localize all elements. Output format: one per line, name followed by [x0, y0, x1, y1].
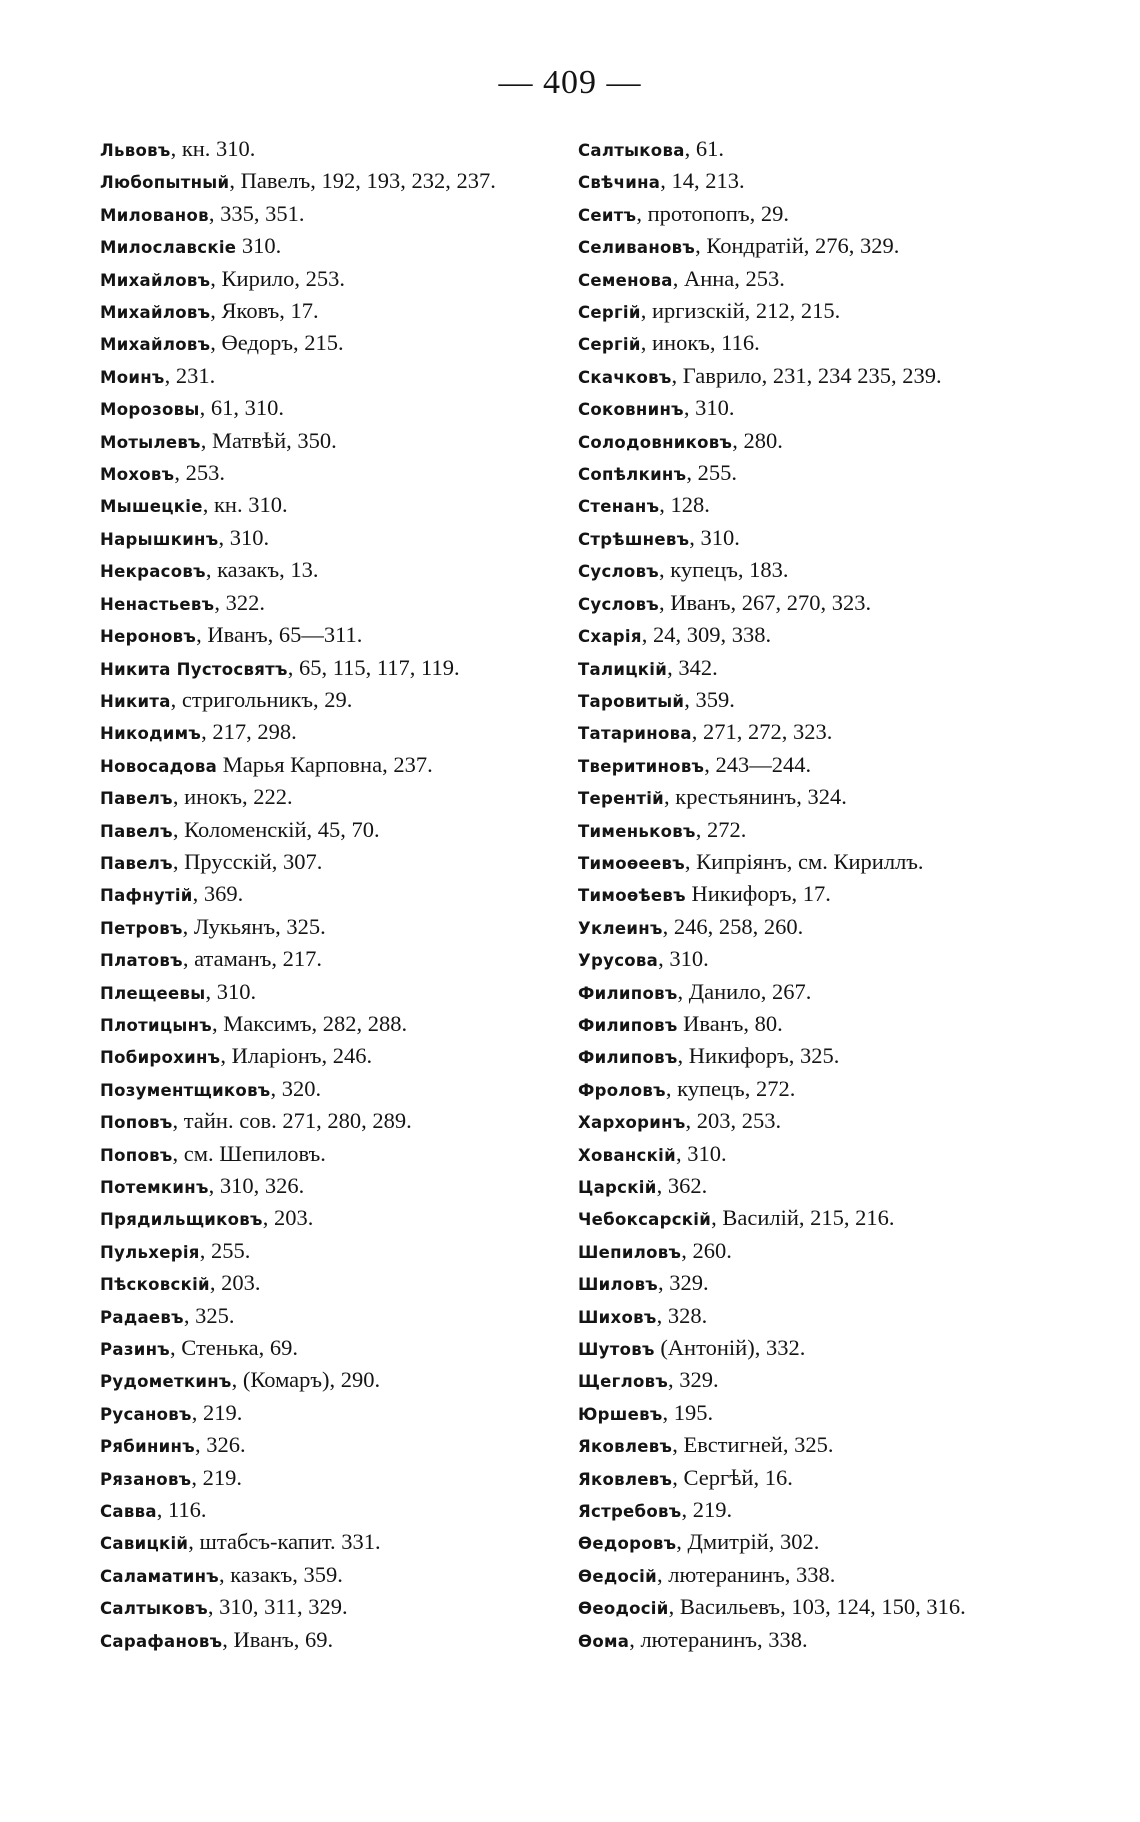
entry-headword: Павелъ — [100, 789, 173, 809]
index-entry — [100, 912, 600, 944]
entry-headword: Прядильщиковъ — [100, 1210, 263, 1230]
entry-references: , атаманъ, 217. — [182, 946, 322, 972]
entry-references: , купецъ, 183. — [659, 557, 789, 583]
entry-references: , 255. — [199, 1237, 251, 1263]
entry-references: , купецъ, 272. — [665, 1075, 796, 1101]
entry-headword: Шиловъ — [578, 1275, 659, 1295]
entry-references: , тайн. сов. 271, 280, 289. — [172, 1108, 412, 1134]
entry-references: , лютеранинъ, 338. — [629, 1626, 808, 1652]
entry-headword: Соковнинъ — [578, 400, 684, 420]
entry-headword: Некрасовъ — [100, 562, 206, 582]
entry-headword: Сопѣлкинъ — [578, 465, 687, 485]
entry-references: , Прусскій, 307. — [172, 848, 323, 874]
entry-references: , 310. — [683, 395, 735, 421]
entry-references: , 280. — [732, 427, 783, 453]
index-entry — [100, 1236, 600, 1268]
entry-references: , 272. — [695, 816, 747, 842]
index-entry — [100, 361, 600, 393]
entry-headword: Сусловъ — [578, 562, 660, 582]
entry-references: , 310, 326. — [208, 1173, 305, 1198]
entry-headword: Нарышкинъ — [100, 529, 219, 549]
entry-references: , 217, 298. — [201, 719, 297, 745]
entry-references: , 260. — [681, 1237, 732, 1263]
entry-references: , Евстигней, 325. — [672, 1432, 834, 1458]
entry-references: , 328. — [656, 1302, 708, 1328]
entry-references: , 14, 213. — [660, 168, 745, 194]
page-number: — 409 — — [498, 64, 642, 101]
entry-headword: Семенова — [578, 270, 673, 290]
entry-references: , Кипріянъ, см. Кириллъ. — [684, 848, 924, 874]
index-entry — [100, 555, 600, 587]
index-entry — [100, 296, 600, 328]
entry-headword: Хархоринъ — [578, 1113, 686, 1133]
index-entry — [578, 653, 1078, 685]
entry-headword: Юршевъ — [578, 1404, 663, 1424]
entry-headword: Морозовы — [100, 400, 200, 420]
entry-references: , 253. — [174, 460, 225, 486]
entry-references: , кн. 310. — [170, 136, 256, 161]
entry-headword: Салтыкова — [578, 141, 685, 160]
index-entry — [578, 588, 1078, 620]
entry-headword: Платовъ — [100, 951, 183, 971]
entry-references: , Иларіонъ, 246. — [220, 1043, 373, 1069]
entry-headword: Поповъ — [100, 1113, 173, 1133]
entry-references: , 231. — [164, 362, 216, 388]
entry-references: , Стенька, 69. — [169, 1335, 299, 1361]
index-entry — [100, 166, 600, 198]
entry-headword: Сергій — [578, 335, 641, 355]
entry-references: , 195. — [662, 1399, 714, 1425]
entry-references: , 116. — [156, 1497, 207, 1523]
entry-references: , 310, 311, 329. — [207, 1594, 348, 1620]
entry-headword: Өедоровъ — [578, 1534, 677, 1554]
entry-references: , Василій, 215, 216. — [711, 1205, 895, 1231]
index-entry — [578, 490, 1078, 522]
entry-references: , стригольникъ, 29. — [170, 686, 353, 712]
index-entry — [578, 1268, 1078, 1300]
index-entry — [100, 750, 600, 782]
entry-references: (Антоній), 332. — [654, 1335, 806, 1361]
entry-headword: Стрѣшневъ — [578, 529, 690, 549]
entry-references: , Никифоръ, 325. — [677, 1043, 840, 1069]
index-entry — [578, 815, 1078, 847]
entry-references: , Анна, 253. — [672, 265, 785, 291]
index-entry — [578, 296, 1078, 328]
index-entry — [100, 199, 600, 231]
index-column-left — [100, 134, 600, 1657]
entry-headword: Потемкинъ — [100, 1178, 209, 1197]
entry-headword: Схарія — [578, 627, 642, 647]
index-entry — [578, 620, 1078, 652]
entry-headword: Селивановъ — [578, 238, 696, 258]
index-entry — [578, 1041, 1078, 1073]
entry-headword: Скачковъ — [578, 367, 672, 387]
index-entry — [578, 1333, 1078, 1365]
entry-headword: Татаринова — [578, 724, 692, 744]
entry-headword: Сергій — [578, 303, 641, 323]
index-entry — [578, 393, 1078, 425]
entry-references: , 310. — [218, 524, 270, 550]
entry-references: , 271, 272, 323. — [691, 719, 833, 745]
index-entry — [100, 847, 600, 879]
index-entry — [578, 1106, 1078, 1138]
index-entry — [578, 231, 1078, 263]
entry-headword: Радаевъ — [100, 1307, 184, 1327]
index-entry — [100, 1365, 600, 1397]
entry-references: , 219. — [191, 1399, 243, 1425]
entry-headword: Никодимъ — [100, 724, 202, 744]
entry-references: , (Комаръ), 290. — [231, 1367, 381, 1393]
entry-references: , 322. — [214, 589, 265, 615]
entry-headword: Свѣчина — [578, 173, 661, 193]
entry-references: , 310. — [689, 524, 740, 550]
index-entry — [578, 199, 1078, 231]
entry-headword: Рябининъ — [100, 1437, 195, 1457]
entry-references: , 310. — [675, 1140, 727, 1166]
index-entry — [100, 1625, 600, 1657]
entry-headword: Яковлевъ — [578, 1437, 673, 1457]
entry-references: , казакъ, 359. — [219, 1561, 343, 1587]
entry-references: Марья Карповна, 237. — [217, 751, 433, 777]
entry-references: , 255. — [686, 460, 737, 486]
index-entry — [578, 1171, 1078, 1203]
entry-references: , 203, 253. — [685, 1108, 782, 1134]
index-entry — [100, 1106, 600, 1138]
entry-headword: Өома — [578, 1631, 630, 1651]
entry-headword: Рязановъ — [100, 1469, 192, 1489]
index-entry — [100, 523, 600, 555]
index-entry — [578, 1560, 1078, 1592]
entry-headword: Щегловъ — [578, 1372, 669, 1392]
index-entry — [578, 264, 1078, 296]
entry-references: , Коломенскій, 45, 70. — [172, 816, 380, 842]
entry-references: , Сергѣй, 16. — [672, 1464, 793, 1490]
entry-headword: Моховъ — [100, 465, 175, 485]
entry-headword: Солодовниковъ — [578, 432, 733, 452]
entry-headword: Шутовъ — [578, 1340, 655, 1360]
entry-references: , 310. — [205, 978, 257, 1004]
entry-headword: Милованов — [100, 205, 209, 225]
index-entry — [100, 879, 600, 911]
index-entry — [100, 588, 600, 620]
index-entry — [100, 1398, 600, 1430]
index-entry — [100, 134, 600, 166]
entry-headword: Моинъ — [100, 367, 165, 387]
entry-references: , казакъ, 13. — [205, 557, 319, 583]
entry-references: 310. — [236, 233, 282, 259]
index-entry — [100, 717, 600, 749]
index-entry — [100, 490, 600, 522]
index-entry — [578, 717, 1078, 749]
index-entry — [578, 1009, 1078, 1041]
entry-headword: Львовъ — [100, 141, 171, 160]
index-entry — [100, 1268, 600, 1300]
entry-headword: Стенанъ — [578, 497, 660, 517]
entry-headword: Поповъ — [100, 1145, 173, 1165]
entry-headword: Нероновъ — [100, 627, 197, 647]
entry-headword: Павелъ — [100, 853, 173, 873]
entry-references: , инокъ, 116. — [640, 330, 760, 356]
index-entry — [578, 555, 1078, 587]
entry-headword: Тимоөеевъ — [578, 853, 685, 873]
index-entry — [578, 523, 1078, 555]
index-entry — [100, 426, 600, 458]
index-entry — [578, 977, 1078, 1009]
index-entry — [100, 815, 600, 847]
index-entry — [578, 426, 1078, 458]
entry-references: , протопопъ, 29. — [636, 200, 789, 226]
entry-headword: Пафнутій — [100, 886, 193, 906]
entry-references: , 65, 115, 117, 119. — [287, 654, 460, 680]
index-entry — [100, 685, 600, 717]
index-entry — [578, 912, 1078, 944]
entry-headword: Тверитиновъ — [578, 756, 705, 776]
index-entry — [100, 977, 600, 1009]
entry-headword: Шиховъ — [578, 1307, 657, 1327]
entry-headword: Савва — [100, 1502, 157, 1522]
entry-references: , крестьянинъ, 324. — [664, 784, 847, 810]
index-entry — [578, 879, 1078, 911]
entry-headword: Филиповъ — [578, 983, 678, 1003]
index-entry — [578, 1592, 1078, 1624]
index-entry — [100, 1301, 600, 1333]
entry-references: , инокъ, 222. — [172, 784, 293, 810]
entry-headword: Шепиловъ — [578, 1242, 682, 1262]
entry-headword: Уклеинъ — [578, 918, 663, 938]
index-entry — [578, 1236, 1078, 1268]
entry-references: Никифоръ, 17. — [685, 881, 831, 907]
entry-headword: Пѣсковскій — [100, 1275, 210, 1295]
entry-references: , иргизскій, 212, 215. — [640, 298, 841, 324]
entry-references: , 362. — [656, 1173, 708, 1198]
entry-headword: Талицкій — [578, 659, 668, 679]
index-entry — [578, 685, 1078, 717]
entry-headword: Ненастьевъ — [100, 594, 215, 614]
entry-headword: Плотицынъ — [100, 1015, 213, 1035]
index-entry — [100, 1560, 600, 1592]
entry-headword: Любопытный — [100, 173, 230, 193]
entry-headword: Савицкій — [100, 1534, 189, 1554]
entry-references: , Васильевъ, 103, 124, 150, 316. — [668, 1594, 966, 1620]
index-entry — [578, 1527, 1078, 1559]
index-entry — [578, 1203, 1078, 1235]
entry-headword: Филиповъ — [578, 1015, 678, 1035]
entry-references: , лютеранинъ, 338. — [656, 1561, 836, 1587]
entry-references: , Иванъ, 267, 270, 323. — [659, 589, 872, 615]
index-entry — [578, 1430, 1078, 1462]
entry-references: , Кирило, 253. — [210, 265, 345, 291]
entry-references: , Гаврило, 231, 234 235, 239. — [671, 362, 942, 388]
index-entry — [578, 1139, 1078, 1171]
entry-references: , Данило, 267. — [677, 978, 812, 1004]
entry-references: , Иванъ, 69. — [222, 1626, 334, 1652]
index-entry — [578, 750, 1078, 782]
entry-headword: Мышецкіе — [100, 497, 203, 517]
index-entry — [100, 1463, 600, 1495]
entry-headword: Өеодосій — [578, 1599, 669, 1619]
index-entry — [100, 1171, 600, 1203]
entry-headword: Саламатинъ — [100, 1566, 220, 1586]
index-entry — [100, 1592, 600, 1624]
entry-headword: Филиповъ — [578, 1048, 678, 1068]
index-entry — [100, 653, 600, 685]
entry-headword: Плещеевы — [100, 983, 206, 1003]
index-entry — [100, 1139, 600, 1171]
index-entry — [100, 1203, 600, 1235]
index-entry — [100, 1333, 600, 1365]
index-entry — [100, 458, 600, 490]
entry-references: , 369. — [192, 881, 244, 907]
entry-headword: Никита Пустосвятъ — [100, 659, 288, 679]
entry-headword: Мотылевъ — [100, 432, 201, 452]
entry-references: , Максимъ, 282, 288. — [212, 1010, 408, 1036]
entry-references: , 329. — [668, 1367, 719, 1393]
index-entry — [100, 1009, 600, 1041]
entry-headword: Рудометкинъ — [100, 1372, 232, 1392]
index-entry — [100, 1074, 600, 1106]
entry-headword: Терентій — [578, 789, 665, 809]
entry-headword: Салтыковъ — [100, 1599, 208, 1619]
entry-headword: Пульхерія — [100, 1242, 200, 1262]
index-entry — [100, 393, 600, 425]
index-entry — [578, 1365, 1078, 1397]
entry-headword: Таровитый — [578, 691, 685, 711]
entry-references: , 203. — [209, 1270, 261, 1296]
index-entry — [578, 1074, 1078, 1106]
entry-references: Иванъ, 80. — [677, 1010, 783, 1036]
entry-references: , штабсъ-капит. 331. — [188, 1529, 381, 1555]
entry-references: , 61, 310. — [199, 395, 284, 421]
entry-references: , 24, 309, 338. — [641, 622, 772, 648]
entry-headword: Яковлевъ — [578, 1469, 673, 1489]
index-entry — [578, 1625, 1078, 1657]
index-entry — [578, 328, 1078, 360]
entry-references: , 326. — [194, 1432, 246, 1458]
entry-headword: Чебоксарскій — [578, 1210, 712, 1230]
entry-headword: Тименьковъ — [578, 821, 696, 841]
index-entry — [100, 1041, 600, 1073]
entry-references: , Павелъ, 192, 193, 232, 237. — [229, 168, 496, 194]
entry-references: , кн. 310. — [202, 492, 288, 518]
entry-references: , 203. — [262, 1205, 314, 1231]
index-entry — [578, 1301, 1078, 1333]
index-entry — [578, 134, 1078, 166]
entry-headword: Фроловъ — [578, 1080, 666, 1100]
entry-references: , Яковъ, 17. — [210, 298, 319, 324]
entry-headword: Милославскіе — [100, 238, 237, 258]
entry-headword: Новосадова — [100, 756, 218, 776]
index-column-right — [578, 134, 1078, 1657]
entry-references: , 329. — [658, 1270, 709, 1296]
entry-references: , 335, 351. — [208, 200, 305, 226]
entry-references: , 342. — [667, 654, 718, 680]
entry-references: , 219. — [681, 1497, 733, 1523]
index-entry — [100, 231, 600, 263]
entry-references: , Өедоръ, 215. — [210, 330, 344, 356]
entry-headword: Урусова — [578, 951, 659, 971]
entry-headword: Ястребовъ — [578, 1502, 682, 1522]
entry-headword: Петровъ — [100, 918, 183, 938]
entry-headword: Побирохинъ — [100, 1048, 221, 1068]
index-entry — [578, 1463, 1078, 1495]
entry-references: , Дмитрій, 302. — [676, 1529, 820, 1555]
entry-headword: Хованскій — [578, 1145, 676, 1165]
index-entry — [100, 328, 600, 360]
entry-headword: Никита — [100, 691, 171, 711]
index-entry — [100, 944, 600, 976]
entry-references: , Матвѣй, 350. — [200, 427, 337, 453]
entry-references: , 61. — [684, 136, 724, 161]
index-entry — [100, 782, 600, 814]
entry-references: , Кондратій, 276, 329. — [695, 233, 900, 259]
entry-references: , 128. — [659, 492, 710, 518]
index-entry — [578, 361, 1078, 393]
entry-references: , см. Шепиловъ. — [172, 1140, 326, 1166]
entry-headword: Разинъ — [100, 1340, 170, 1360]
entry-references: , 310. — [658, 946, 709, 972]
index-entry — [100, 1527, 600, 1559]
entry-references: , Иванъ, 65—311. — [196, 622, 363, 648]
entry-headword: Михайловъ — [100, 270, 211, 290]
entry-headword: Павелъ — [100, 821, 173, 841]
index-entry — [578, 458, 1078, 490]
entry-headword: Михайловъ — [100, 303, 211, 323]
entry-references: , 219. — [191, 1464, 243, 1490]
index-entry — [100, 264, 600, 296]
entry-headword: Сарафановъ — [100, 1631, 223, 1651]
index-entry — [100, 1495, 600, 1527]
index-entry — [578, 782, 1078, 814]
entry-references: , 320. — [270, 1075, 322, 1101]
index-entry — [578, 1495, 1078, 1527]
entry-headword: Өедосій — [578, 1566, 657, 1586]
entry-headword: Сеитъ — [578, 205, 637, 225]
index-entry — [578, 166, 1078, 198]
entry-references: , 359. — [684, 686, 735, 712]
index-entry — [100, 620, 600, 652]
index-entry — [578, 847, 1078, 879]
entry-references: , 246, 258, 260. — [662, 913, 804, 939]
index-entry — [578, 1398, 1078, 1430]
index-entry — [578, 944, 1078, 976]
entry-headword: Сусловъ — [578, 594, 660, 614]
entry-headword: Позументщиковъ — [100, 1080, 271, 1100]
entry-headword: Русановъ — [100, 1404, 192, 1424]
entry-references: , Лукьянъ, 325. — [182, 913, 326, 939]
entry-headword: Михайловъ — [100, 335, 211, 355]
index-entry — [100, 1430, 600, 1462]
entry-references: , 325. — [183, 1302, 235, 1328]
entry-headword: Тимоѳѣевъ — [578, 886, 686, 906]
entry-references: , 243—244. — [704, 751, 812, 777]
entry-headword: Царскій — [578, 1178, 657, 1197]
